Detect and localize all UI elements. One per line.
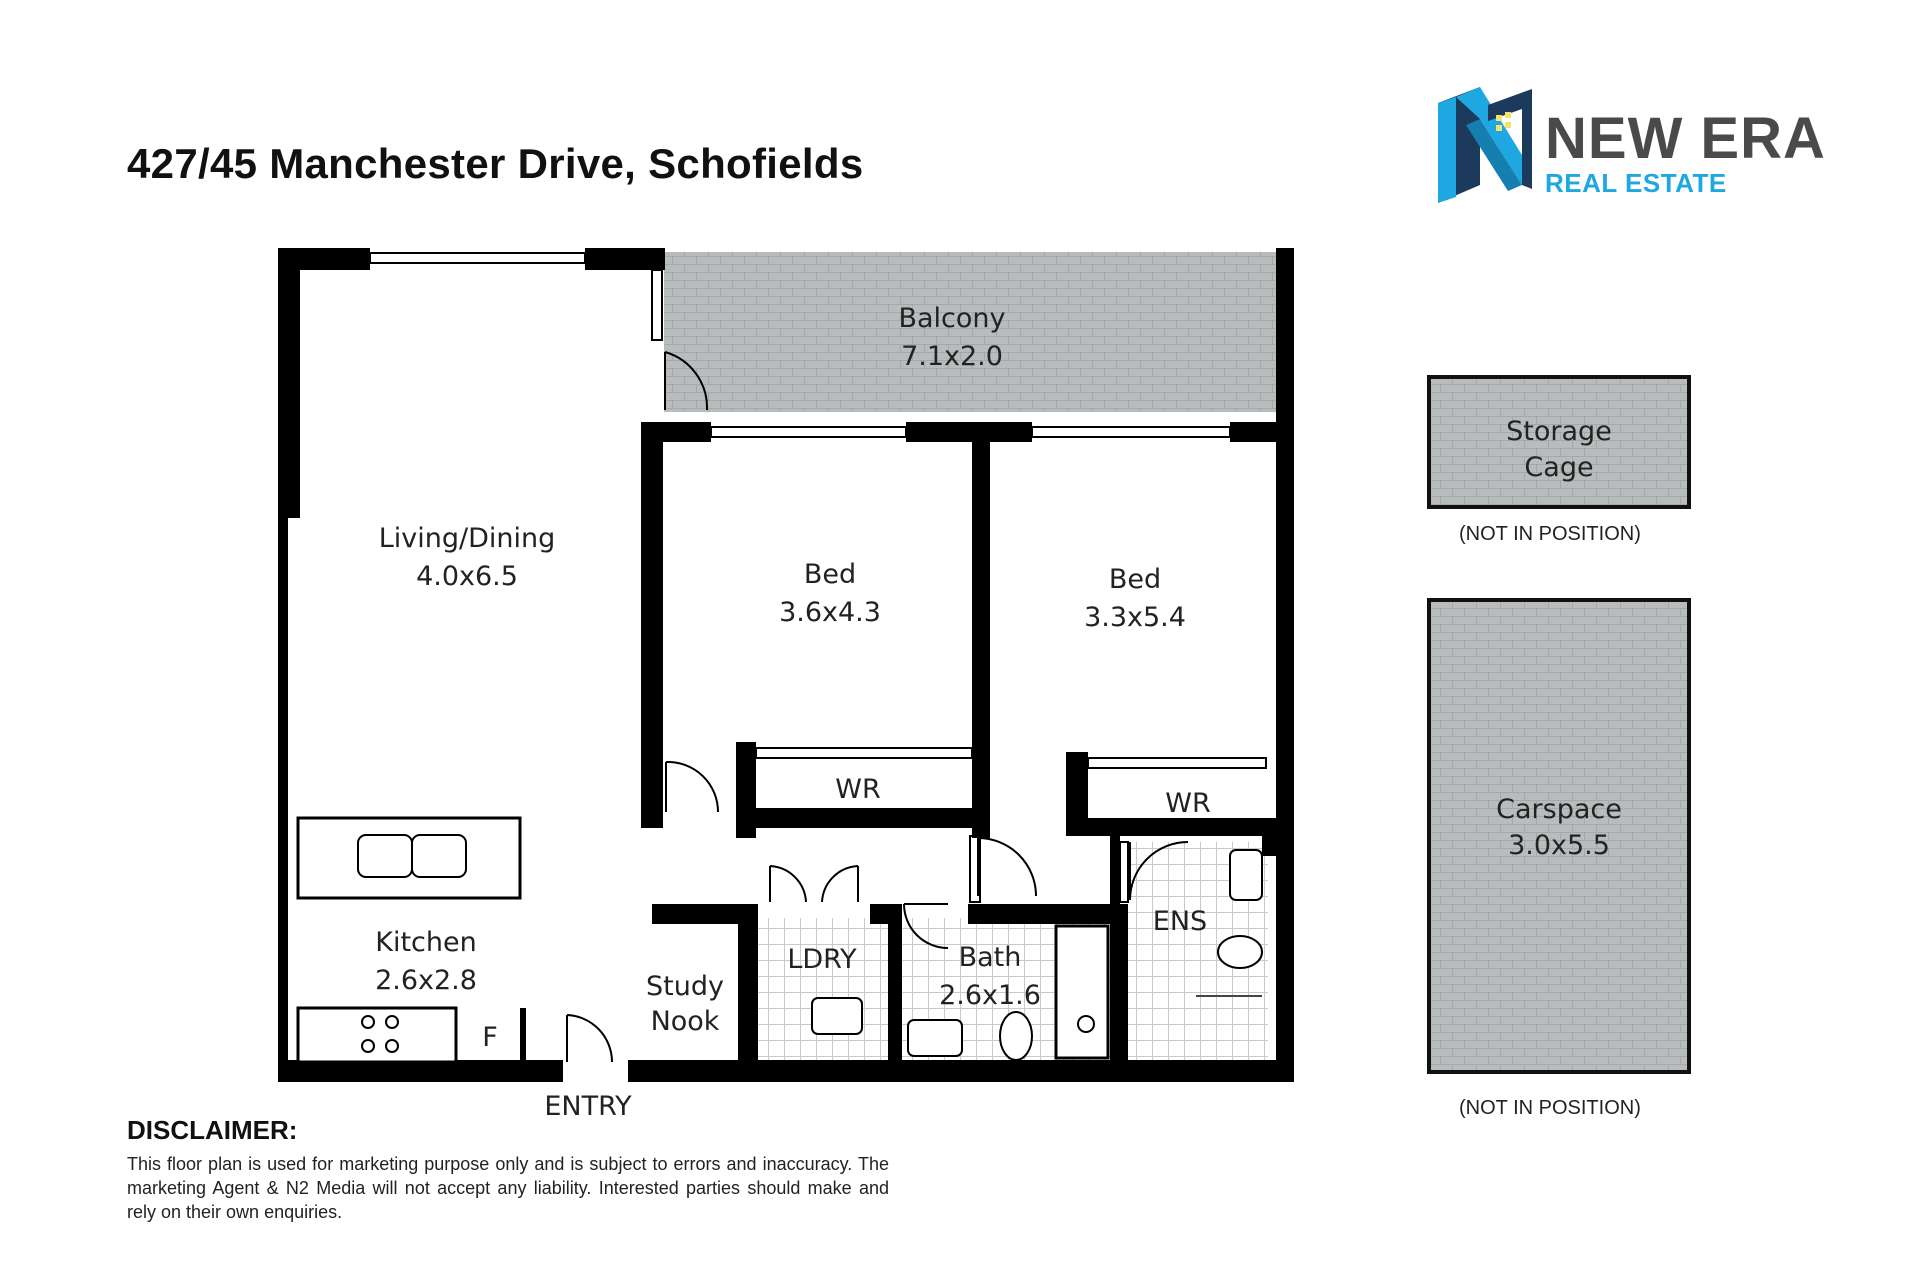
cooktop-icon <box>362 1016 374 1028</box>
wr2-label: WR <box>1165 788 1211 819</box>
logo-name: NEW ERA <box>1545 106 1826 171</box>
carspace-label: Carspace <box>1496 794 1622 825</box>
basin-icon <box>908 1020 962 1056</box>
laundry-floor <box>758 918 890 1060</box>
study-label-line1: Study <box>646 971 724 1002</box>
wr1-label: WR <box>835 774 881 805</box>
kitchen-label: Kitchen <box>375 927 477 958</box>
bed2-label: Bed <box>1108 564 1162 595</box>
fridge-label: F <box>482 1022 498 1053</box>
kitchen-dims: 2.6x2.8 <box>375 965 477 996</box>
sink-icon <box>412 835 466 877</box>
carspace-dims: 3.0x5.5 <box>1508 830 1610 861</box>
basin-icon <box>1230 850 1262 900</box>
bed1-label: Bed <box>803 559 857 590</box>
toilet-icon <box>1218 936 1262 968</box>
disclaimer-title: DISCLAIMER: <box>127 1115 298 1145</box>
ensuite-label: ENS <box>1152 906 1208 937</box>
living-label: Living/Dining <box>378 523 556 554</box>
storage-note: (NOT IN POSITION) <box>1459 523 1641 545</box>
balcony-label: Balcony <box>898 303 1006 334</box>
shower-icon <box>1078 1016 1094 1032</box>
basin-icon <box>812 998 862 1034</box>
storage-label-line1: Storage <box>1506 416 1612 447</box>
bath-dims: 2.6x1.6 <box>939 980 1041 1011</box>
bed2-dims: 3.3x5.4 <box>1084 602 1186 633</box>
bed1-dims: 3.6x4.3 <box>779 597 881 628</box>
entry-label: ENTRY <box>544 1091 632 1122</box>
disclaimer-text: This floor plan is used for marketing purpose only and is subject to errors and inaccuracy. The marketing Agent & N2 Media will not accept any liability. Interested parties should make and rely on their own enquiries. <box>127 1154 889 1222</box>
toilet-icon <box>1000 1012 1032 1060</box>
study-label-line2: Nook <box>650 1006 720 1037</box>
property-address: 427/45 Manchester Drive, Schofields <box>127 140 864 187</box>
living-dims: 4.0x6.5 <box>416 561 518 592</box>
storage-label-line2: Cage <box>1524 452 1594 483</box>
logo-tagline: REAL ESTATE <box>1545 168 1727 198</box>
sink-icon <box>358 835 412 877</box>
laundry-label: LDRY <box>787 944 857 975</box>
balcony-dims: 7.1x2.0 <box>901 341 1003 372</box>
carspace-note: (NOT IN POSITION) <box>1459 1097 1641 1119</box>
bath-label: Bath <box>958 942 1022 973</box>
